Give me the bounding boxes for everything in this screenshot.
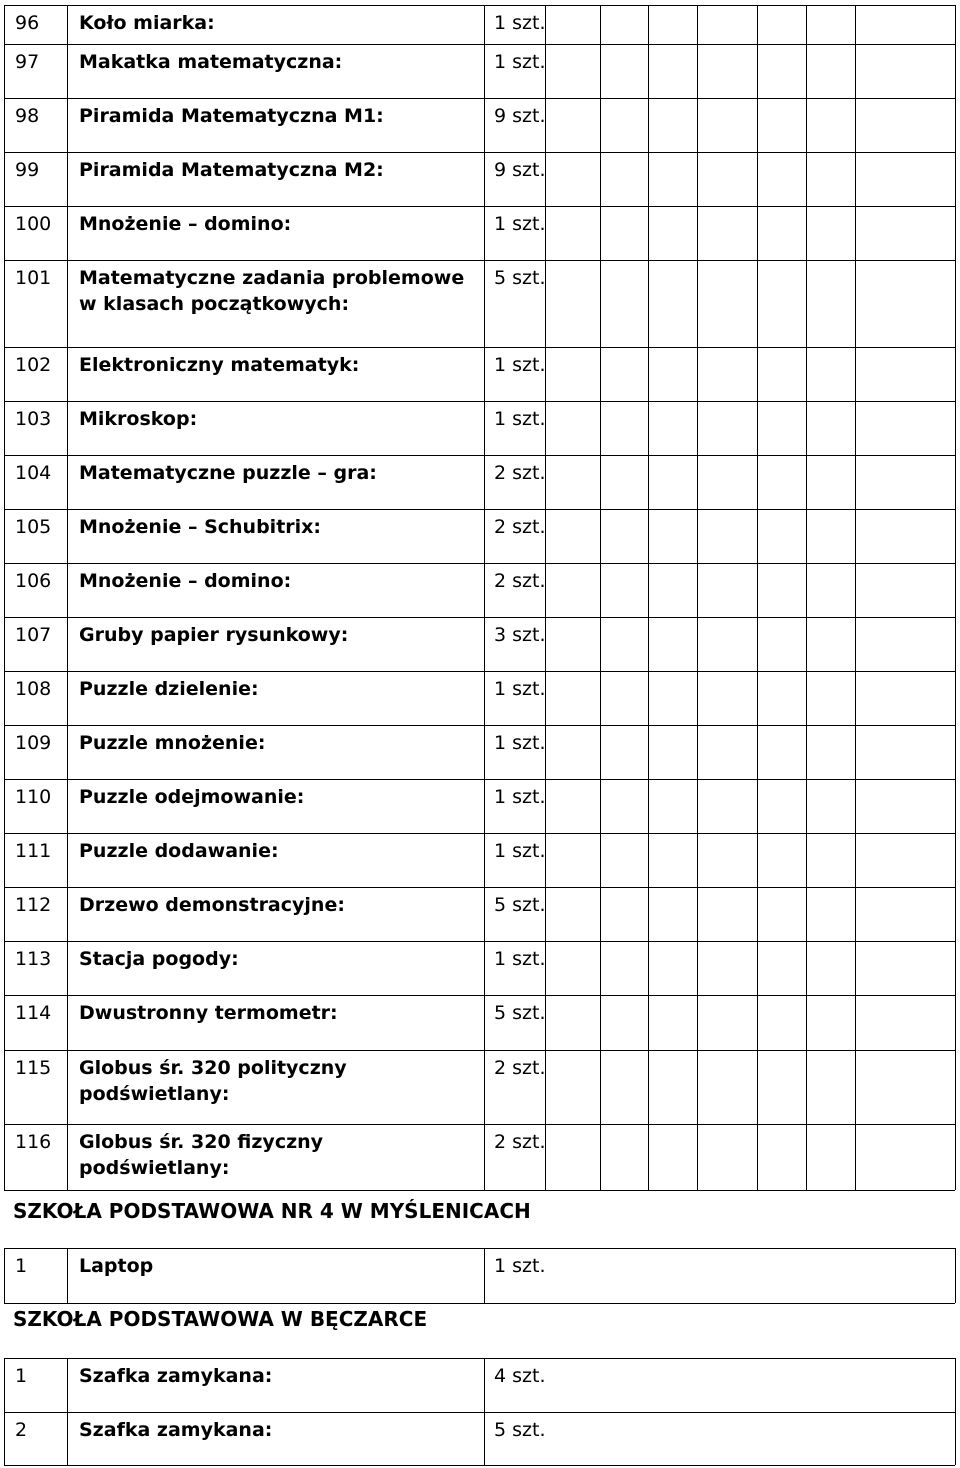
table-rule [4,941,955,942]
table-column-rule [806,5,807,1190]
table-rule [4,1124,955,1125]
table-rule [4,206,955,207]
row-number: 100 [15,213,52,235]
item-name: Piramida Matematyczna M2: [79,159,384,181]
table-rule [4,152,955,153]
table-rule [4,1358,955,1359]
table-column-rule [484,1358,485,1465]
item-name: Puzzle dodawanie: [79,840,279,862]
section-title: SZKOŁA PODSTAWOWA NR 4 W MYŚLENICACH [13,1199,531,1223]
table-rule [4,5,955,6]
row-number: 115 [15,1057,52,1079]
table-column-rule [67,5,68,1190]
table-rule [4,509,955,510]
item-name: Makatka matematyczna: [79,51,343,73]
item-name: Mnożenie – Schubitrix: [79,516,322,538]
table-column-rule [67,1248,68,1303]
item-name: Matematyczne zadania problemowe [79,267,465,289]
table-rule [4,1303,955,1304]
table-column-rule [4,1358,5,1465]
table-column-rule [855,5,856,1190]
item-name: Matematyczne puzzle – gra: [79,462,377,484]
item-quantity: 1 szt. [494,840,546,862]
table-rule [4,1465,955,1466]
table-column-rule [697,5,698,1190]
item-name: Globus śr. 320 polityczny [79,1057,347,1079]
item-quantity: 1 szt. [494,1255,546,1277]
row-number: 114 [15,1002,52,1024]
row-number: 104 [15,462,52,484]
row-number: 97 [15,51,40,73]
item-quantity: 9 szt. [494,159,546,181]
row-number: 111 [15,840,52,862]
item-quantity: 1 szt. [494,678,546,700]
row-number: 2 [15,1419,28,1441]
table-rule [4,563,955,564]
item-quantity: 4 szt. [494,1365,546,1387]
table-column-rule [955,5,956,1190]
item-name: Puzzle dzielenie: [79,678,259,700]
table-rule [4,455,955,456]
table-rule [4,1190,955,1191]
table-column-rule [4,5,5,1190]
row-number: 110 [15,786,52,808]
item-quantity: 5 szt. [494,1419,546,1441]
item-name: Globus śr. 320 fizyczny [79,1131,324,1153]
row-number: 1 [15,1365,28,1387]
item-name: Mnożenie – domino: [79,570,292,592]
item-quantity: 1 szt. [494,12,546,34]
row-number: 103 [15,408,52,430]
table-rule [4,671,955,672]
table-column-rule [67,1358,68,1465]
item-name: Szafka zamykana: [79,1365,273,1387]
row-number: 106 [15,570,52,592]
table-rule [4,833,955,834]
table-column-rule [484,1248,485,1303]
item-quantity: 1 szt. [494,786,546,808]
table-rule [4,1050,955,1051]
table-rule [4,617,955,618]
table-rule [4,725,955,726]
row-number: 1 [15,1255,28,1277]
row-number: 99 [15,159,40,181]
table-rule [4,995,955,996]
table-column-rule [955,1358,956,1465]
item-quantity: 1 szt. [494,51,546,73]
table-rule [4,44,955,45]
row-number: 105 [15,516,52,538]
item-name: Elektroniczny matematyk: [79,354,360,376]
item-name: Mikroskop: [79,408,198,430]
item-quantity: 5 szt. [494,894,546,916]
item-quantity: 2 szt. [494,462,546,484]
table-column-rule [955,1248,956,1303]
item-quantity: 1 szt. [494,354,546,376]
row-number: 108 [15,678,52,700]
row-number: 112 [15,894,52,916]
row-number: 116 [15,1131,52,1153]
item-name: podświetlany: [79,1083,230,1105]
item-name: Koło miarka: [79,12,215,34]
item-quantity: 5 szt. [494,1002,546,1024]
row-number: 113 [15,948,52,970]
item-name: podświetlany: [79,1157,230,1179]
item-quantity: 9 szt. [494,105,546,127]
item-quantity: 1 szt. [494,732,546,754]
table-rule [4,347,955,348]
item-name: Puzzle odejmowanie: [79,786,305,808]
table-rule [4,98,955,99]
item-name: Laptop [79,1255,154,1277]
row-number: 109 [15,732,52,754]
item-quantity: 1 szt. [494,948,546,970]
item-name: Drzewo demonstracyjne: [79,894,345,916]
row-number: 107 [15,624,52,646]
row-number: 96 [15,12,40,34]
item-quantity: 5 szt. [494,267,546,289]
item-quantity: 2 szt. [494,1131,546,1153]
table-column-rule [757,5,758,1190]
item-name: Gruby papier rysunkowy: [79,624,349,646]
row-number: 98 [15,105,40,127]
item-quantity: 1 szt. [494,408,546,430]
item-name: w klasach początkowych: [79,293,350,315]
item-name: Stacja pogody: [79,948,239,970]
table-column-rule [600,5,601,1190]
table-rule [4,401,955,402]
item-quantity: 2 szt. [494,570,546,592]
table-rule [4,1412,955,1413]
item-quantity: 3 szt. [494,624,546,646]
table-rule [4,260,955,261]
table-rule [4,779,955,780]
section-title: SZKOŁA PODSTAWOWA W BĘCZARCE [13,1307,428,1331]
item-quantity: 1 szt. [494,213,546,235]
item-name: Puzzle mnożenie: [79,732,266,754]
item-name: Dwustronny termometr: [79,1002,338,1024]
table-column-rule [4,1248,5,1303]
table-column-rule [648,5,649,1190]
table-column-rule [484,5,485,1190]
item-name: Piramida Matematyczna M1: [79,105,384,127]
item-quantity: 2 szt. [494,1057,546,1079]
item-quantity: 2 szt. [494,516,546,538]
row-number: 101 [15,267,52,289]
item-name: Szafka zamykana: [79,1419,273,1441]
table-rule [4,887,955,888]
table-rule [4,1248,955,1249]
row-number: 102 [15,354,52,376]
item-name: Mnożenie – domino: [79,213,292,235]
